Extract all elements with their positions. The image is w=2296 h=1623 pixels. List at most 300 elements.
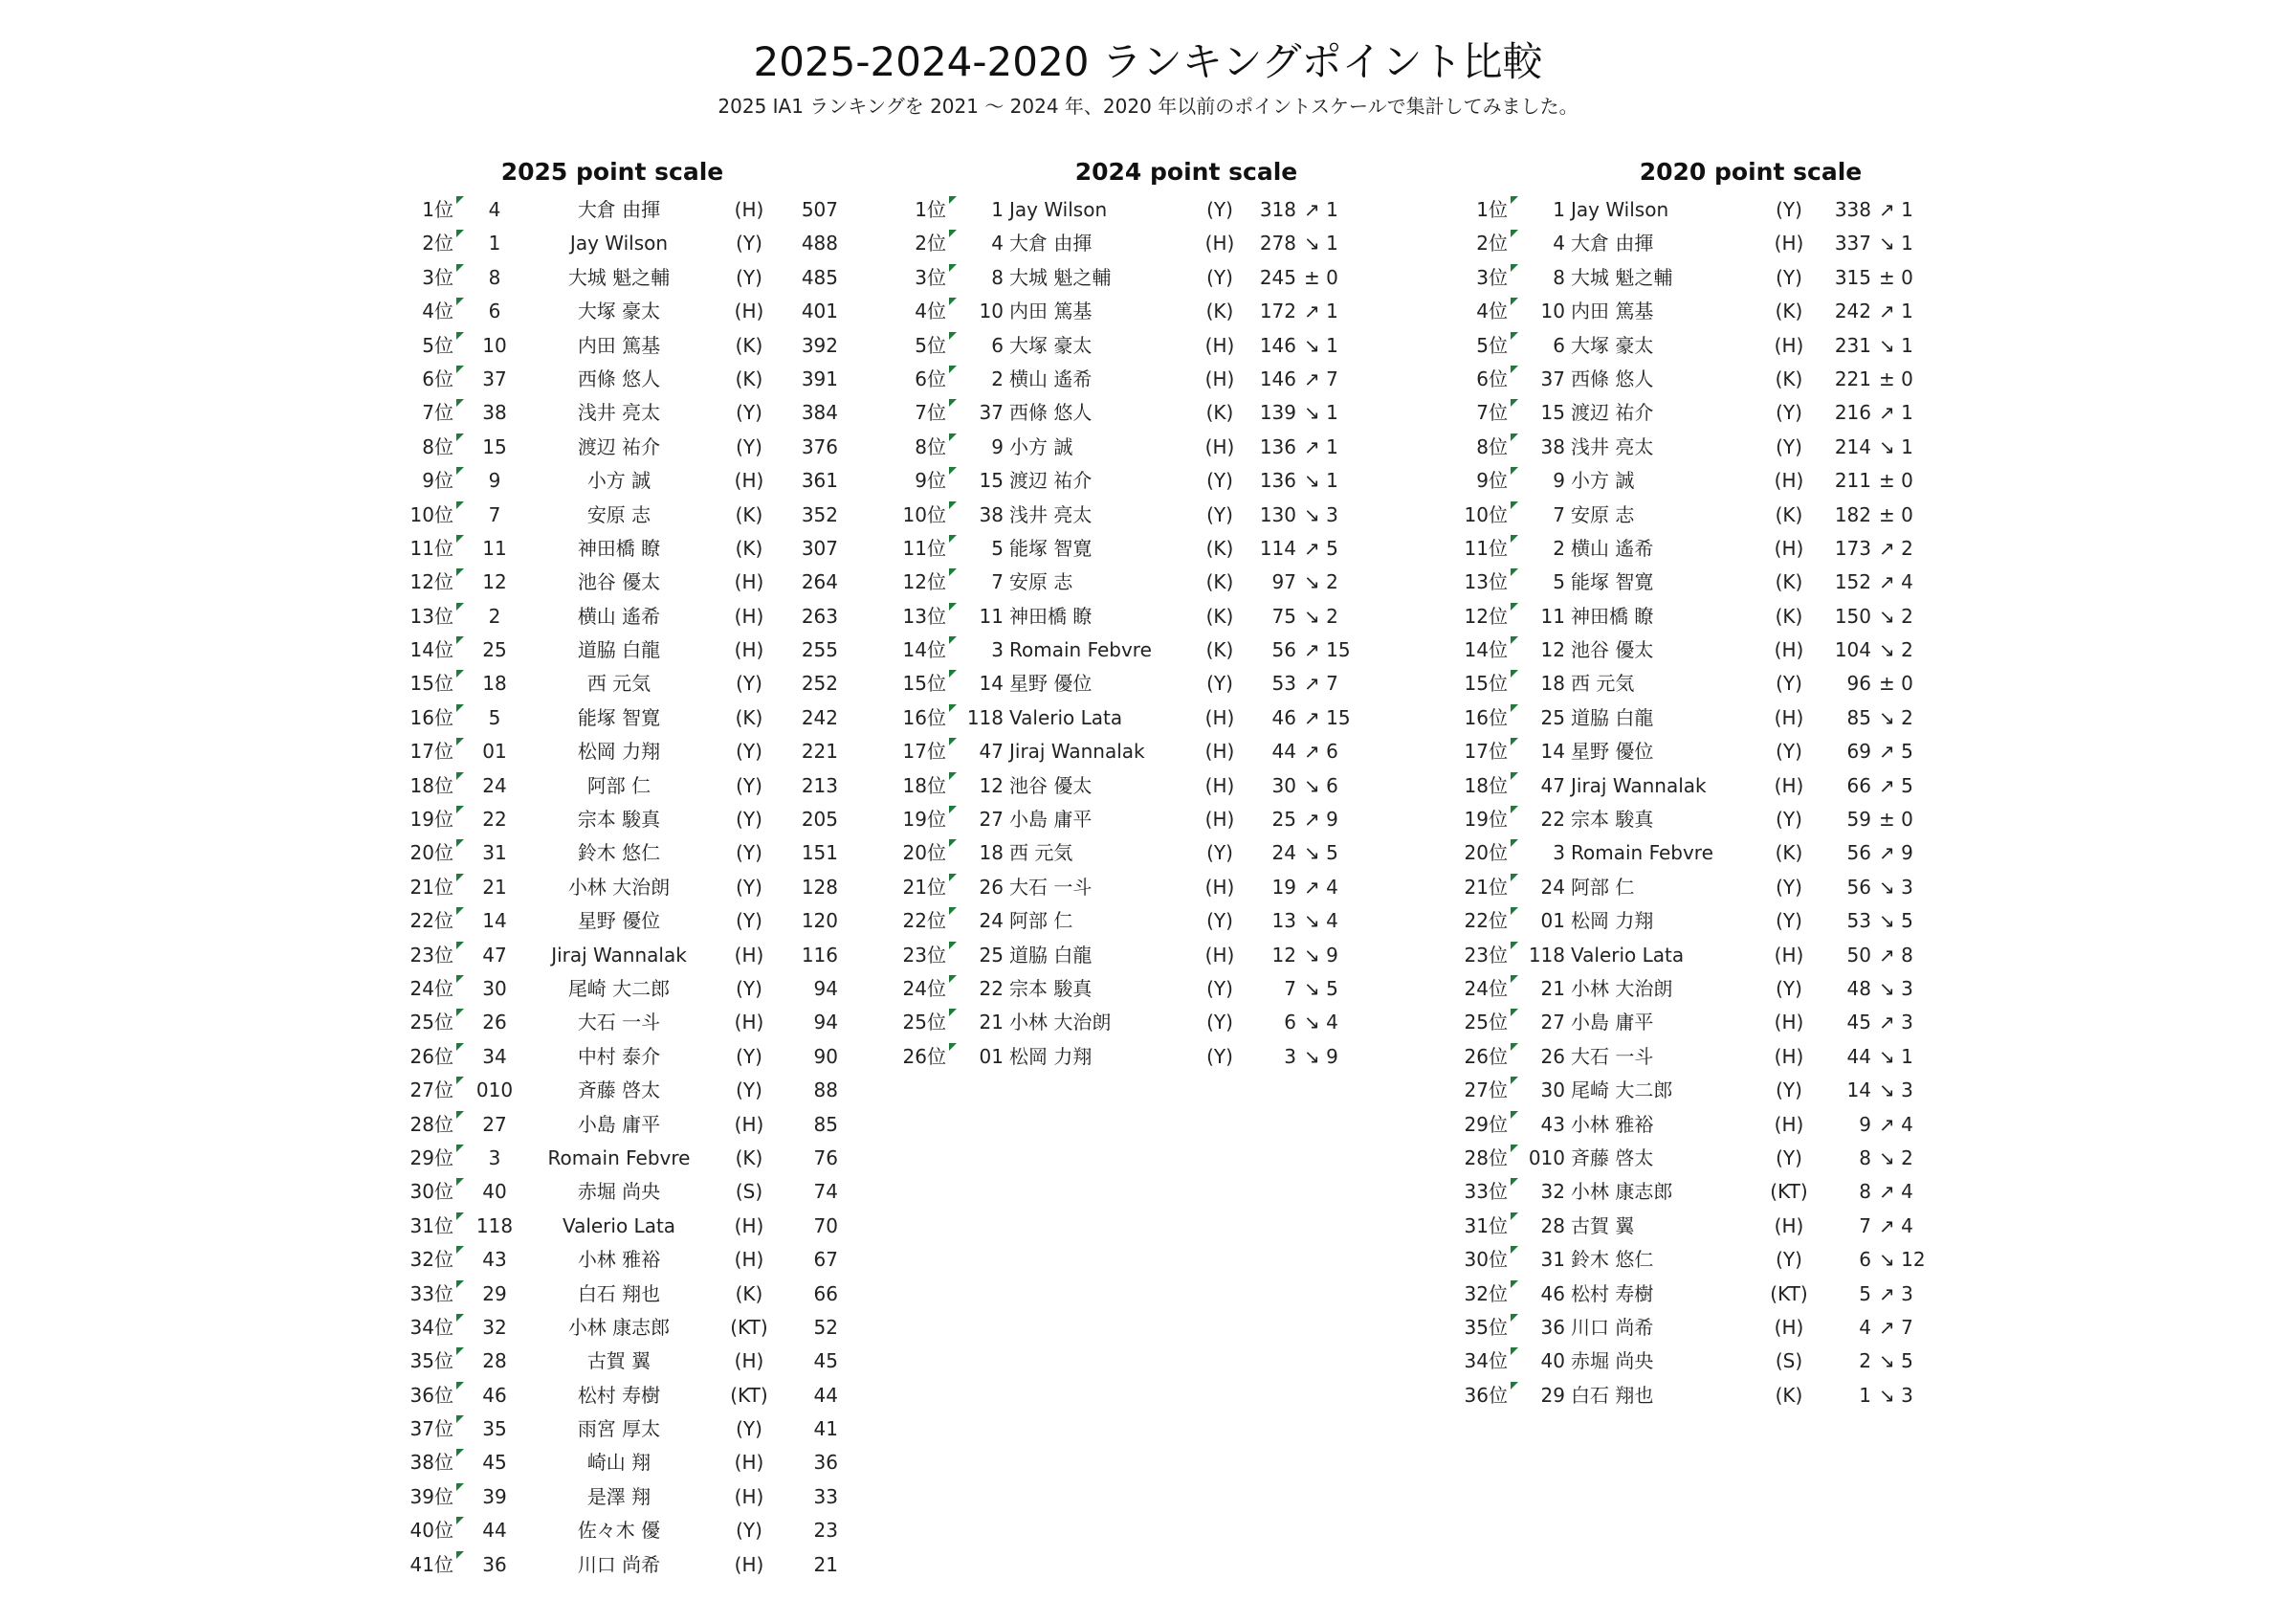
rider-name-cell: 安原 志 bbox=[586, 502, 651, 526]
rank-cell: 26位 bbox=[1464, 1044, 1508, 1068]
points-cell: 205 bbox=[801, 808, 838, 832]
team-cell: (K) bbox=[735, 502, 763, 526]
rider-name-cell: 佐々木 優 bbox=[577, 1519, 661, 1543]
rank-cell: 31位 bbox=[1464, 1213, 1508, 1237]
rank-change-cell: ↘ 5 bbox=[1879, 909, 1913, 933]
rank-cell: 10位 bbox=[1464, 502, 1508, 526]
points-cell: 56 bbox=[1846, 841, 1871, 865]
rank-cell: 38位 bbox=[409, 1451, 453, 1475]
rider-name-cell: 内田 篤基 bbox=[1009, 300, 1093, 323]
green-triangle-marker-icon bbox=[1511, 1043, 1518, 1051]
rider-name-cell: 内田 篤基 bbox=[1571, 300, 1654, 323]
rider-name-cell: 小林 雅裕 bbox=[1571, 1112, 1654, 1136]
rider-number-cell: 4 bbox=[488, 198, 501, 221]
green-triangle-marker-icon bbox=[456, 907, 464, 915]
rider-name-cell: 神田橋 瞭 bbox=[1009, 604, 1093, 628]
rider-name-cell: 松岡 力翔 bbox=[577, 740, 661, 764]
rider-name-cell: Jiraj Wannalak bbox=[1009, 740, 1145, 764]
team-cell: (H) bbox=[734, 1112, 764, 1136]
team-cell: (Y) bbox=[736, 1078, 762, 1102]
green-triangle-marker-icon bbox=[1511, 839, 1518, 847]
points-cell: 4 bbox=[1859, 1315, 1871, 1339]
points-cell: 67 bbox=[813, 1248, 838, 1272]
green-triangle-marker-icon bbox=[456, 975, 464, 983]
points-cell: 263 bbox=[801, 604, 838, 628]
points-cell: 401 bbox=[801, 300, 838, 323]
team-cell: (H) bbox=[734, 1248, 764, 1272]
rider-number-cell: 7 bbox=[1553, 502, 1565, 526]
rank-change-cell: ↘ 3 bbox=[1304, 502, 1338, 526]
points-cell: 338 bbox=[1834, 198, 1871, 221]
rider-number-cell: 38 bbox=[1540, 434, 1565, 458]
rank-change-cell: ↘ 6 bbox=[1304, 773, 1338, 797]
rank-cell: 24位 bbox=[902, 976, 946, 1000]
green-triangle-marker-icon bbox=[456, 1280, 464, 1288]
green-triangle-marker-icon bbox=[949, 196, 957, 204]
team-cell: (Y) bbox=[736, 909, 762, 933]
rider-name-cell: 松村 寿樹 bbox=[1571, 1281, 1654, 1305]
green-triangle-marker-icon bbox=[949, 636, 957, 644]
rider-number-cell: 28 bbox=[482, 1349, 507, 1373]
team-cell: (H) bbox=[1204, 705, 1235, 729]
rider-number-cell: 3 bbox=[1553, 841, 1565, 865]
rank-change-cell: ↗ 4 bbox=[1879, 1112, 1913, 1136]
points-cell: 56 bbox=[1271, 638, 1296, 662]
rider-name-cell: Jay Wilson bbox=[1009, 198, 1108, 221]
green-triangle-marker-icon bbox=[1511, 1111, 1518, 1119]
rider-number-cell: 2 bbox=[1553, 536, 1565, 560]
green-triangle-marker-icon bbox=[456, 535, 464, 543]
points-cell: 53 bbox=[1846, 909, 1871, 933]
team-cell: (Y) bbox=[736, 740, 762, 764]
rank-cell: 17位 bbox=[902, 740, 946, 764]
points-cell: 85 bbox=[813, 1112, 838, 1136]
points-cell: 242 bbox=[801, 705, 838, 729]
green-triangle-marker-icon bbox=[949, 975, 957, 983]
points-cell: 245 bbox=[1259, 265, 1296, 289]
rider-name-cell: 尾崎 大二郎 bbox=[1571, 1078, 1673, 1102]
points-cell: 69 bbox=[1846, 740, 1871, 764]
rank-cell: 17位 bbox=[1464, 740, 1508, 764]
rank-change-cell: ± 0 bbox=[1304, 265, 1338, 289]
points-cell: 104 bbox=[1834, 638, 1871, 662]
team-cell: (H) bbox=[1204, 333, 1235, 357]
rank-change-cell: ↗ 4 bbox=[1879, 1213, 1913, 1237]
green-triangle-marker-icon bbox=[1511, 806, 1518, 813]
rank-cell: 19位 bbox=[902, 808, 946, 832]
green-triangle-marker-icon bbox=[1511, 942, 1518, 949]
team-cell: (Y) bbox=[1776, 808, 1802, 832]
rider-number-cell: 18 bbox=[1540, 672, 1565, 696]
points-cell: 391 bbox=[801, 367, 838, 390]
rank-change-cell: ↗ 1 bbox=[1304, 198, 1338, 221]
rank-cell: 39位 bbox=[409, 1484, 453, 1508]
team-cell: (Y) bbox=[736, 232, 762, 256]
points-cell: 56 bbox=[1846, 875, 1871, 899]
rank-cell: 35位 bbox=[1464, 1315, 1508, 1339]
rider-number-cell: 22 bbox=[1540, 808, 1565, 832]
team-cell: (H) bbox=[1774, 1213, 1804, 1237]
green-triangle-marker-icon bbox=[1511, 1382, 1518, 1390]
rank-cell: 25位 bbox=[902, 1011, 946, 1034]
rank-cell: 36位 bbox=[1464, 1383, 1508, 1407]
team-cell: (Y) bbox=[1776, 1145, 1802, 1169]
points-cell: 136 bbox=[1259, 434, 1296, 458]
rider-number-cell: 10 bbox=[1540, 300, 1565, 323]
rider-name-cell: 小林 大治朗 bbox=[1009, 1011, 1112, 1034]
rank-change-cell: ↗ 6 bbox=[1304, 740, 1338, 764]
rider-name-cell: 安原 志 bbox=[1571, 502, 1635, 526]
team-cell: (H) bbox=[1774, 469, 1804, 493]
rider-name-cell: 大城 魁之輔 bbox=[567, 265, 671, 289]
points-cell: 8 bbox=[1859, 1145, 1871, 1169]
green-triangle-marker-icon bbox=[1511, 264, 1518, 272]
rider-name-cell: 能塚 智寛 bbox=[1571, 570, 1654, 594]
rank-cell: 31位 bbox=[409, 1213, 453, 1237]
rank-cell: 19位 bbox=[1464, 808, 1508, 832]
team-cell: (H) bbox=[1774, 943, 1804, 967]
team-cell: (Y) bbox=[1206, 976, 1233, 1000]
green-triangle-marker-icon bbox=[949, 1009, 957, 1016]
team-cell: (H) bbox=[1774, 536, 1804, 560]
team-cell: (Y) bbox=[736, 808, 762, 832]
rider-name-cell: 小島 庸平 bbox=[1571, 1011, 1654, 1034]
team-cell: (K) bbox=[1205, 570, 1234, 594]
rank-cell: 20位 bbox=[902, 841, 946, 865]
rider-name-cell: 阿部 仁 bbox=[1009, 909, 1073, 933]
team-cell: (H) bbox=[1774, 705, 1804, 729]
rider-name-cell: 道脇 白龍 bbox=[577, 638, 661, 662]
rank-change-cell: ± 0 bbox=[1879, 367, 1913, 390]
team-cell: (H) bbox=[1774, 638, 1804, 662]
points-cell: 221 bbox=[1834, 367, 1871, 390]
points-cell: 9 bbox=[1859, 1112, 1871, 1136]
rank-cell: 16位 bbox=[409, 705, 453, 729]
rank-change-cell: ↘ 3 bbox=[1879, 1078, 1913, 1102]
rank-change-cell: ↗ 5 bbox=[1879, 773, 1913, 797]
rank-cell: 7位 bbox=[915, 401, 946, 425]
rank-cell: 3位 bbox=[422, 265, 453, 289]
team-cell: (K) bbox=[735, 1145, 763, 1169]
rider-name-cell: 宗本 駿真 bbox=[577, 808, 661, 832]
team-cell: (Y) bbox=[1776, 1248, 1802, 1272]
rank-change-cell: ↘ 4 bbox=[1304, 1011, 1338, 1034]
green-triangle-marker-icon bbox=[456, 1314, 464, 1322]
green-triangle-marker-icon bbox=[949, 366, 957, 373]
points-cell: 75 bbox=[1271, 604, 1296, 628]
rider-number-cell: 21 bbox=[979, 1011, 1004, 1034]
points-cell: 182 bbox=[1834, 502, 1871, 526]
team-cell: (Y) bbox=[1206, 265, 1233, 289]
rider-name-cell: Valerio Lata bbox=[562, 1213, 676, 1237]
rider-name-cell: Jiraj Wannalak bbox=[1571, 773, 1707, 797]
points-cell: 48 bbox=[1846, 976, 1871, 1000]
rider-name-cell: 大石 一斗 bbox=[577, 1011, 661, 1034]
rank-cell: 12位 bbox=[409, 570, 453, 594]
rider-number-cell: 21 bbox=[1540, 976, 1565, 1000]
rider-number-cell: 47 bbox=[482, 943, 507, 967]
green-triangle-marker-icon bbox=[1511, 636, 1518, 644]
rank-cell: 30位 bbox=[1464, 1248, 1508, 1272]
rider-name-cell: 雨宮 厚太 bbox=[577, 1417, 661, 1441]
points-cell: 76 bbox=[813, 1145, 838, 1169]
rank-cell: 21位 bbox=[902, 875, 946, 899]
green-triangle-marker-icon bbox=[456, 636, 464, 644]
panel-header: 2020 point scale bbox=[1639, 158, 1863, 186]
rider-name-cell: 赤堀 尚央 bbox=[577, 1180, 661, 1204]
team-cell: (Y) bbox=[736, 976, 762, 1000]
green-triangle-marker-icon bbox=[1511, 670, 1518, 678]
team-cell: (K) bbox=[1205, 300, 1234, 323]
rank-cell: 6位 bbox=[915, 367, 946, 390]
rank-change-cell: ± 0 bbox=[1879, 672, 1913, 696]
rank-cell: 30位 bbox=[409, 1180, 453, 1204]
rank-cell: 7位 bbox=[422, 401, 453, 425]
rider-number-cell: 22 bbox=[979, 976, 1004, 1000]
rank-change-cell: ↗ 15 bbox=[1304, 705, 1351, 729]
green-triangle-marker-icon bbox=[949, 434, 957, 441]
rider-number-cell: 12 bbox=[482, 570, 507, 594]
rider-name-cell: 浅井 亮太 bbox=[1009, 502, 1093, 526]
rider-name-cell: 小林 康志郎 bbox=[1571, 1180, 1673, 1204]
rider-name-cell: Valerio Lata bbox=[1009, 705, 1123, 729]
rank-cell: 2位 bbox=[422, 232, 453, 256]
rank-cell: 12位 bbox=[1464, 604, 1508, 628]
team-cell: (H) bbox=[1774, 773, 1804, 797]
rank-change-cell: ↗ 4 bbox=[1879, 570, 1913, 594]
rider-number-cell: 11 bbox=[482, 536, 507, 560]
team-cell: (H) bbox=[734, 604, 764, 628]
points-cell: 146 bbox=[1259, 333, 1296, 357]
points-cell: 384 bbox=[801, 401, 838, 425]
rider-name-cell: 中村 泰介 bbox=[577, 1044, 661, 1068]
rank-cell: 20位 bbox=[409, 841, 453, 865]
team-cell: (K) bbox=[735, 1281, 763, 1305]
rank-cell: 1位 bbox=[915, 198, 946, 221]
rider-number-cell: 8 bbox=[1553, 265, 1565, 289]
rider-number-cell: 46 bbox=[1540, 1281, 1565, 1305]
green-triangle-marker-icon bbox=[456, 332, 464, 340]
rider-name-cell: Jay Wilson bbox=[569, 232, 669, 256]
rider-name-cell: 西 元気 bbox=[586, 672, 651, 696]
points-cell: 128 bbox=[801, 875, 838, 899]
rank-cell: 25位 bbox=[409, 1011, 453, 1034]
rider-name-cell: 宗本 駿真 bbox=[1009, 976, 1093, 1000]
rider-name-cell: 古賀 翼 bbox=[586, 1349, 651, 1373]
rider-name-cell: 神田橋 瞭 bbox=[1571, 604, 1654, 628]
rank-cell: 18位 bbox=[409, 773, 453, 797]
rider-number-cell: 45 bbox=[482, 1451, 507, 1475]
team-cell: (H) bbox=[1204, 740, 1235, 764]
team-cell: (Y) bbox=[1776, 1078, 1802, 1102]
rank-cell: 6位 bbox=[422, 367, 453, 390]
rank-cell: 27位 bbox=[409, 1078, 453, 1102]
points-cell: 214 bbox=[1834, 434, 1871, 458]
points-cell: 44 bbox=[813, 1383, 838, 1407]
rider-number-cell: 118 bbox=[1528, 943, 1565, 967]
team-cell: (K) bbox=[1205, 604, 1234, 628]
rider-name-cell: 西 元気 bbox=[1571, 672, 1635, 696]
rank-cell: 26位 bbox=[902, 1044, 946, 1068]
green-triangle-marker-icon bbox=[1511, 568, 1518, 576]
rank-cell: 13位 bbox=[1464, 570, 1508, 594]
rider-number-cell: 43 bbox=[482, 1248, 507, 1272]
rider-name-cell: 古賀 翼 bbox=[1571, 1213, 1635, 1237]
rider-name-cell: 松岡 力翔 bbox=[1571, 909, 1654, 933]
team-cell: (Y) bbox=[1776, 976, 1802, 1000]
rank-cell: 21位 bbox=[1464, 875, 1508, 899]
team-cell: (Y) bbox=[1206, 909, 1233, 933]
team-cell: (H) bbox=[1774, 1315, 1804, 1339]
points-cell: 88 bbox=[813, 1078, 838, 1102]
rider-number-cell: 37 bbox=[979, 401, 1004, 425]
green-triangle-marker-icon bbox=[456, 1212, 464, 1220]
rider-name-cell: Romain Febvre bbox=[1571, 841, 1713, 865]
green-triangle-marker-icon bbox=[1511, 298, 1518, 305]
rider-name-cell: 崎山 翔 bbox=[586, 1451, 651, 1475]
green-triangle-marker-icon bbox=[456, 1145, 464, 1152]
green-triangle-marker-icon bbox=[949, 806, 957, 813]
rank-cell: 34位 bbox=[1464, 1349, 1508, 1373]
rank-change-cell: ↗ 1 bbox=[1304, 300, 1338, 323]
green-triangle-marker-icon bbox=[456, 806, 464, 813]
rank-change-cell: ↗ 1 bbox=[1879, 198, 1913, 221]
page-subtitle: 2025 IA1 ランキングを 2021 〜 2024 年、2020 年以前のポイントスケールで集計してみました。 bbox=[718, 95, 1578, 118]
team-cell: (S) bbox=[735, 1180, 763, 1204]
rider-name-cell: 大石 一斗 bbox=[1571, 1044, 1654, 1068]
rank-cell: 9位 bbox=[422, 469, 453, 493]
rider-number-cell: 26 bbox=[1540, 1044, 1565, 1068]
rider-name-cell: 横山 遙希 bbox=[1571, 536, 1654, 560]
green-triangle-marker-icon bbox=[456, 1449, 464, 1456]
rank-cell: 3位 bbox=[915, 265, 946, 289]
rider-number-cell: 43 bbox=[1540, 1112, 1565, 1136]
rider-name-cell: 鈴木 悠仁 bbox=[577, 841, 661, 865]
rank-change-cell: ↗ 1 bbox=[1879, 300, 1913, 323]
points-cell: 13 bbox=[1271, 909, 1296, 933]
rank-change-cell: ± 0 bbox=[1879, 265, 1913, 289]
points-cell: 45 bbox=[1846, 1011, 1871, 1034]
rider-name-cell: 内田 篤基 bbox=[577, 333, 661, 357]
team-cell: (H) bbox=[1774, 1112, 1804, 1136]
points-cell: 25 bbox=[1271, 808, 1296, 832]
team-cell: (Y) bbox=[1206, 1011, 1233, 1034]
green-triangle-marker-icon bbox=[949, 942, 957, 949]
rank-cell: 4位 bbox=[915, 300, 946, 323]
rank-cell: 20位 bbox=[1464, 841, 1508, 865]
green-triangle-marker-icon bbox=[1511, 366, 1518, 373]
rider-name-cell: 池谷 優太 bbox=[1571, 638, 1654, 662]
rider-number-cell: 010 bbox=[1528, 1145, 1565, 1169]
rider-number-cell: 26 bbox=[979, 875, 1004, 899]
rank-cell: 32位 bbox=[409, 1248, 453, 1272]
team-cell: (K) bbox=[1775, 604, 1803, 628]
team-cell: (Y) bbox=[1206, 672, 1233, 696]
team-cell: (KT) bbox=[1770, 1281, 1808, 1305]
rank-cell: 32位 bbox=[1464, 1281, 1508, 1305]
green-triangle-marker-icon bbox=[456, 1043, 464, 1051]
rider-number-cell: 25 bbox=[1540, 705, 1565, 729]
rank-cell: 6位 bbox=[1476, 367, 1508, 390]
green-triangle-marker-icon bbox=[456, 1415, 464, 1423]
rider-number-cell: 34 bbox=[482, 1044, 507, 1068]
rider-number-cell: 15 bbox=[979, 469, 1004, 493]
points-cell: 94 bbox=[813, 1011, 838, 1034]
team-cell: (H) bbox=[1774, 232, 1804, 256]
points-cell: 36 bbox=[813, 1451, 838, 1475]
team-cell: (Y) bbox=[736, 875, 762, 899]
green-triangle-marker-icon bbox=[456, 399, 464, 407]
points-cell: 278 bbox=[1259, 232, 1296, 256]
team-cell: (H) bbox=[1204, 773, 1235, 797]
rank-cell: 35位 bbox=[409, 1349, 453, 1373]
green-triangle-marker-icon bbox=[949, 704, 957, 712]
rider-name-cell: 大石 一斗 bbox=[1009, 875, 1093, 899]
rider-name-cell: 大倉 由揮 bbox=[1571, 232, 1654, 256]
points-cell: 130 bbox=[1259, 502, 1296, 526]
rider-number-cell: 36 bbox=[1540, 1315, 1565, 1339]
rank-cell: 5位 bbox=[915, 333, 946, 357]
rider-number-cell: 3 bbox=[488, 1145, 501, 1169]
rider-name-cell: 大城 魁之輔 bbox=[1009, 265, 1112, 289]
green-triangle-marker-icon bbox=[949, 568, 957, 576]
rank-change-cell: ↗ 15 bbox=[1304, 638, 1351, 662]
rank-change-cell: ↘ 1 bbox=[1304, 232, 1338, 256]
rider-name-cell: 小林 康志郎 bbox=[567, 1315, 671, 1339]
green-triangle-marker-icon bbox=[1511, 704, 1518, 712]
rank-change-cell: ↘ 1 bbox=[1304, 469, 1338, 493]
team-cell: (K) bbox=[735, 705, 763, 729]
points-cell: 307 bbox=[801, 536, 838, 560]
points-cell: 315 bbox=[1834, 265, 1871, 289]
green-triangle-marker-icon bbox=[456, 366, 464, 373]
team-cell: (H) bbox=[734, 300, 764, 323]
rank-cell: 1位 bbox=[422, 198, 453, 221]
rider-number-cell: 11 bbox=[979, 604, 1004, 628]
team-cell: (Y) bbox=[1776, 434, 1802, 458]
rank-cell: 15位 bbox=[409, 672, 453, 696]
rank-change-cell: ↘ 2 bbox=[1879, 1145, 1913, 1169]
team-cell: (H) bbox=[734, 198, 764, 221]
green-triangle-marker-icon bbox=[1511, 1246, 1518, 1254]
rider-name-cell: 小方 誠 bbox=[1009, 434, 1073, 458]
rider-number-cell: 24 bbox=[979, 909, 1004, 933]
team-cell: (H) bbox=[734, 1213, 764, 1237]
team-cell: (K) bbox=[1205, 536, 1234, 560]
rank-change-cell: ↘ 1 bbox=[1879, 232, 1913, 256]
green-triangle-marker-icon bbox=[949, 467, 957, 475]
rider-name-cell: 浅井 亮太 bbox=[1571, 434, 1654, 458]
team-cell: (H) bbox=[734, 943, 764, 967]
rider-number-cell: 18 bbox=[979, 841, 1004, 865]
green-triangle-marker-icon bbox=[456, 1077, 464, 1084]
rider-number-cell: 40 bbox=[482, 1180, 507, 1204]
points-cell: 114 bbox=[1259, 536, 1296, 560]
team-cell: (Y) bbox=[736, 1044, 762, 1068]
rider-name-cell: 宗本 駿真 bbox=[1571, 808, 1654, 832]
rider-name-cell: 能塚 智寛 bbox=[1009, 536, 1093, 560]
rider-number-cell: 30 bbox=[1540, 1078, 1565, 1102]
rank-cell: 13位 bbox=[409, 604, 453, 628]
rank-cell: 36位 bbox=[409, 1383, 453, 1407]
points-cell: 41 bbox=[813, 1417, 838, 1441]
points-cell: 146 bbox=[1259, 367, 1296, 390]
team-cell: (Y) bbox=[736, 1519, 762, 1543]
rank-change-cell: ↘ 9 bbox=[1304, 943, 1338, 967]
rider-number-cell: 2 bbox=[488, 604, 501, 628]
rider-name-cell: 小林 雅裕 bbox=[577, 1248, 661, 1272]
rider-name-cell: 安原 志 bbox=[1009, 570, 1073, 594]
